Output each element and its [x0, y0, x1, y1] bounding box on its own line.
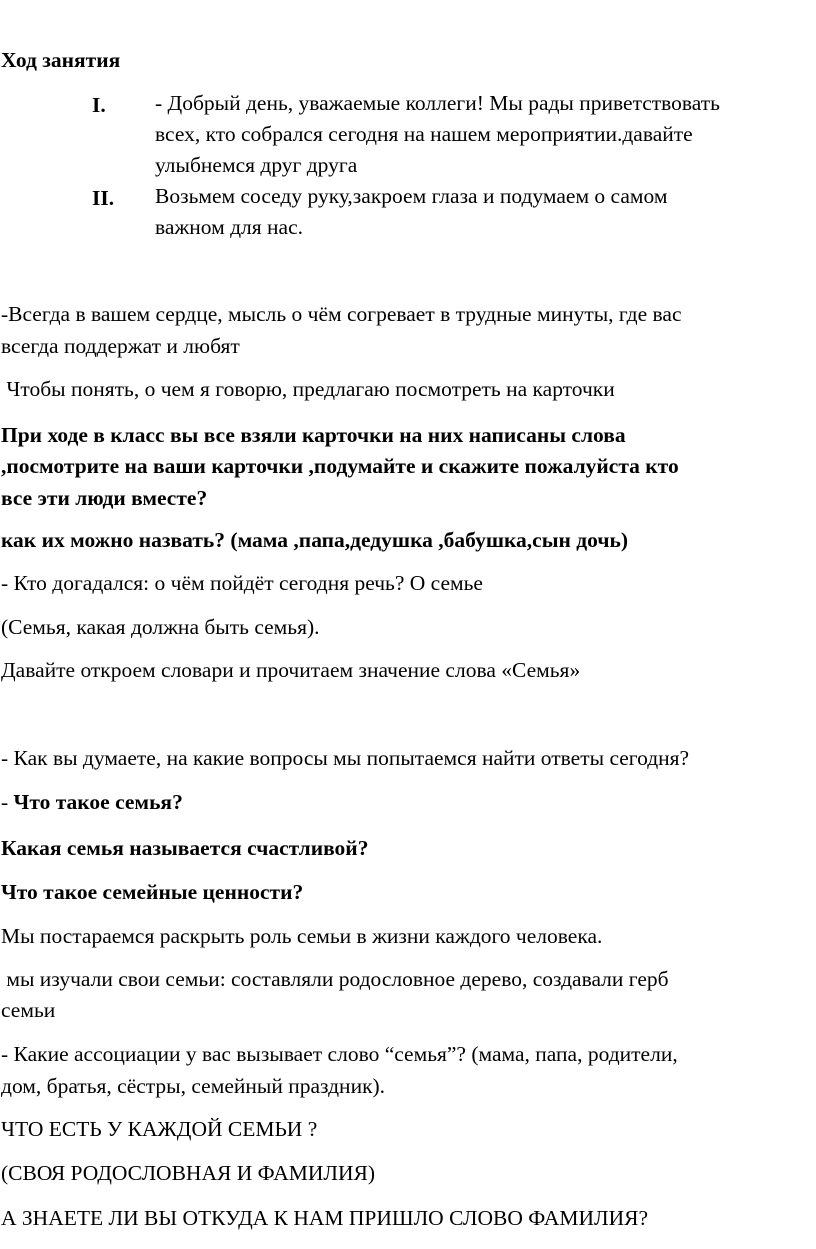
caps-line: ЧТО ЕСТЬ У КАЖДОЙ СЕМЬИ ?: [1, 1117, 318, 1141]
dash-prefix: -: [1, 790, 14, 814]
list-item-1-line-2: всех, кто собрался сегодня на нашем мероприятии.давайте: [155, 122, 693, 146]
list-item-1-line-1: - Добрый день, уважаемые коллеги! Мы рады приветствовать: [155, 91, 720, 115]
paragraph-line: Мы постараемся раскрыть роль семьи в жизни каждого человека.: [1, 924, 603, 948]
paragraph-line: Давайте откроем словари и прочитаем значение слова «Семья»: [1, 658, 581, 682]
bold-paragraph-line: ,посмотрите на ваши карточки ,подумайте и скажите пожалуйста кто: [1, 454, 679, 478]
paragraph-line: семьи: [1, 998, 56, 1022]
paragraph-line: мы изучали свои семьи: составляли родословное дерево, создавали герб: [1, 967, 669, 991]
caps-line: А ЗНАЕТЕ ЛИ ВЫ ОТКУДА К НАМ ПРИШЛО СЛОВО ФАМИЛИЯ?: [1, 1206, 649, 1230]
paragraph-line: дом, братья, сёстры, семейный праздник).: [1, 1074, 386, 1098]
list-item-1-line-3: улыбнемся друг друга: [155, 153, 358, 177]
question-line: Что такое семейные ценности?: [1, 880, 304, 904]
paragraph-line: -Всегда в вашем сердце, мысль о чём согревает в трудные минуты, где вас: [1, 302, 682, 326]
list-number-2: II.: [92, 186, 115, 210]
paragraph-line: - Кто догадался: о чём пойдёт сегодня речь? О семье: [1, 571, 483, 595]
list-item-2-line-1: Возьмем соседу руку,закроем глаза и подумаем о самом: [155, 184, 668, 208]
paragraph-line: - Как вы думаете, на какие вопросы мы попытаемся найти ответы сегодня?: [1, 746, 690, 770]
bold-paragraph-line: как их можно назвать? (мама ,папа,дедушка ,бабушка,сын дочь): [1, 528, 628, 552]
list-number-1: I.: [92, 93, 106, 117]
caps-line: (СВОЯ РОДОСЛОВНАЯ И ФАМИЛИЯ): [1, 1161, 376, 1185]
bold-paragraph-line: При ходе в класс вы все взяли карточки на них написаны слова: [1, 423, 626, 447]
paragraph-line: - Какие ассоциации у вас вызывает слово “семья”? (мама, папа, родители,: [1, 1042, 678, 1066]
paragraph-line: Чтобы понять, о чем я говорю, предлагаю посмотреть на карточки: [1, 377, 615, 401]
lesson-heading: Ход занятия: [1, 48, 121, 72]
question-line: [1, 789, 183, 815]
question-line: Какая семья называется счастливой?: [1, 836, 369, 860]
question-text: Что такое семья?: [13, 790, 183, 814]
paragraph-line: (Семья, какая должна быть семья).: [1, 615, 320, 639]
list-item-2-line-2: важном для нас.: [155, 215, 303, 239]
paragraph-line: всегда поддержат и любят: [1, 334, 240, 358]
bold-paragraph-line: все эти люди вместе?: [1, 486, 208, 510]
